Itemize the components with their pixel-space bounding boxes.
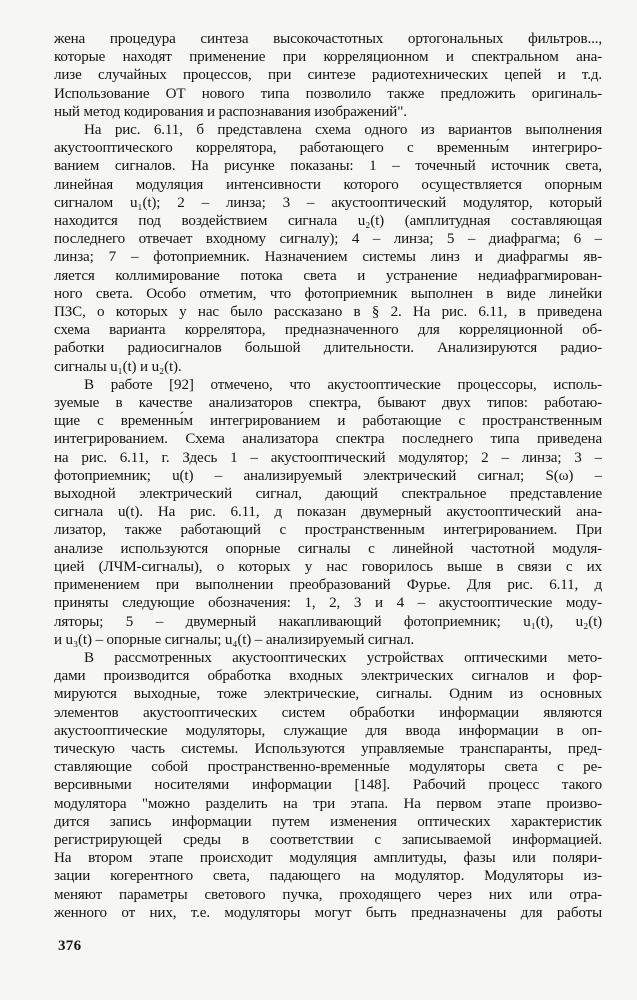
text-line: работки радиосигналов большой длительности. Анализируются радио-	[54, 340, 602, 357]
text-line: интегрированием. Схема анализатора спектра последнего типа приведена	[54, 431, 602, 448]
text-line: В рассмотренных акустооптических устройствах оптическими мето-	[84, 649, 602, 666]
text-line: линейная модуляция интенсивности которого осуществляется опорным	[54, 176, 602, 193]
text-line: ванием сигналов. На рисунке показаны: 1 – точечный источник света,	[54, 158, 602, 175]
text-line: сигналы u₁(t) и u₂(t).	[54, 358, 182, 375]
paragraph-4	[54, 649, 602, 922]
text-line: сигналом u₁(t); 2 – линза; 3 – акустооптический модулятор, который	[54, 194, 602, 211]
text-line: регистрирующей среды в соответствии с записываемой информацией.	[54, 831, 602, 848]
text-line: жена процедура синтеза высокочастотных ортогональных фильтров...,	[54, 31, 602, 47]
text-line: женного от них, т.е. модуляторы могут быть предназначены для работы	[54, 904, 602, 921]
text-line: и u₃(t) – опорные сигналы; u₄(t) – анализируемый сигнал.	[54, 631, 415, 648]
text-line: ного света. Особо отметим, что фотоприемник выполнен в виде линейки	[54, 285, 602, 302]
paragraph-3	[54, 376, 602, 649]
text-line: выходной электрический сигнал, дающий спектральное представление	[54, 486, 602, 503]
text-line: дится запись информации путем изменения оптических характеристик	[54, 813, 602, 830]
text-line: ный метод кодирования и распознавания изображений".	[54, 103, 407, 120]
text-line: элементов акустооптических систем обработки информации являются	[54, 704, 602, 721]
text-line: версивными носителями информации [148]. Рабочий процесс такого	[54, 777, 602, 794]
paragraph-1	[54, 30, 602, 121]
text-line: ПЗС, о которых у нас было рассказано в § 2. На рис. 6.11, в приведена	[54, 304, 602, 321]
text-line: применением при выполнении преобразований Фурье. Для рис. 6.11, д	[54, 577, 602, 594]
text-line: сигнала u(t). На рис. 6.11, д показан двумерный акустооптический ана-	[54, 504, 602, 521]
text-line: ляется коллимирование потока света и устранение недиафрагмирован-	[54, 267, 602, 284]
page-text	[54, 30, 602, 980]
text-line: щие с временны́м интегрированием и работающие с пространственным	[54, 413, 602, 430]
text-line: На втором этапе происходит модуляция амплитуды, фазы или поляри-	[54, 850, 602, 867]
text-line: зуемые в качестве анализаторов спектра, бывают двух типов: работаю-	[54, 395, 602, 412]
text-line: модулятора "можно разделить на три этапа. На первом этапе произво-	[54, 795, 602, 812]
text-line: приняты следующие обозначения: 1, 2, 3 и 4 – акустооптические моду-	[54, 595, 602, 612]
text-line: линза; 7 – фотоприемник. Назначением системы линз и диафрагмы яв-	[54, 249, 602, 266]
text-line: находится под воздействием сигнала u₂(t) (амплитудная составляющая	[54, 213, 602, 230]
text-line: анализе используются опорные сигналы с линейной частотной модуля-	[54, 540, 602, 557]
text-line: которые находят применение при корреляционном и спектральном ана-	[54, 49, 602, 66]
text-line: дами производится обработка входных электрических сигналов и фор-	[54, 668, 602, 685]
paragraph-2	[54, 121, 602, 376]
text-line: Использование ОТ нового типа позволило также предложить оригиналь-	[54, 85, 602, 102]
text-line: последнего отвечает входному сигналу); 4 – линза; 5 – диафрагма; 6 –	[54, 231, 602, 248]
text-line: меняют параметры светового пучка, проходящего через них или отра-	[54, 886, 602, 903]
text-line: фотоприемник; u(t) – анализируемый электрический сигнал; S(ω) –	[54, 467, 602, 484]
text-line: лизатор, также работающий с пространственным интегрированием. При	[54, 522, 602, 539]
text-line: зации когерентного света, падающего на модулятор. Модуляторы из-	[54, 868, 602, 885]
text-line: акустооптические модуляторы, служащие для ввода информации в оп-	[54, 722, 602, 739]
text-line: ляторы; 5 – двумерный накапливающий фотоприемник; u₁(t), u₂(t)	[54, 613, 602, 630]
text-line: тическую часть системы. Используются управляемые транспаранты, пред-	[54, 740, 602, 757]
text-line: схема варианта коррелятора, предназначенного для корреляционной об-	[54, 322, 602, 339]
text-line: В работе [92] отмечено, что акустооптические процессоры, исполь-	[84, 376, 602, 393]
text-line: цией (ЛЧМ-сигналы), о которых у нас говорилось выше в связи с их	[54, 558, 602, 575]
text-line: ставляющие собой пространственно-временны́е модуляторы света с ре-	[54, 759, 602, 776]
text-line: акустооптического коррелятора, работающего с временны́м интегриро-	[54, 140, 602, 157]
text-line: лизе случайных процессов, при синтезе радиотехнических цепей и т.д.	[54, 67, 602, 84]
page-number: 376	[58, 938, 82, 954]
text-line: мируются выходные, тоже электрические, сигналы. Одним из основных	[54, 686, 602, 703]
text-line: на рис. 6.11, г. Здесь 1 – акустооптический модулятор; 2 – линза; 3 –	[54, 449, 602, 466]
text-line: На рис. 6.11, б представлена схема одного из вариантов выполнения	[84, 122, 602, 139]
